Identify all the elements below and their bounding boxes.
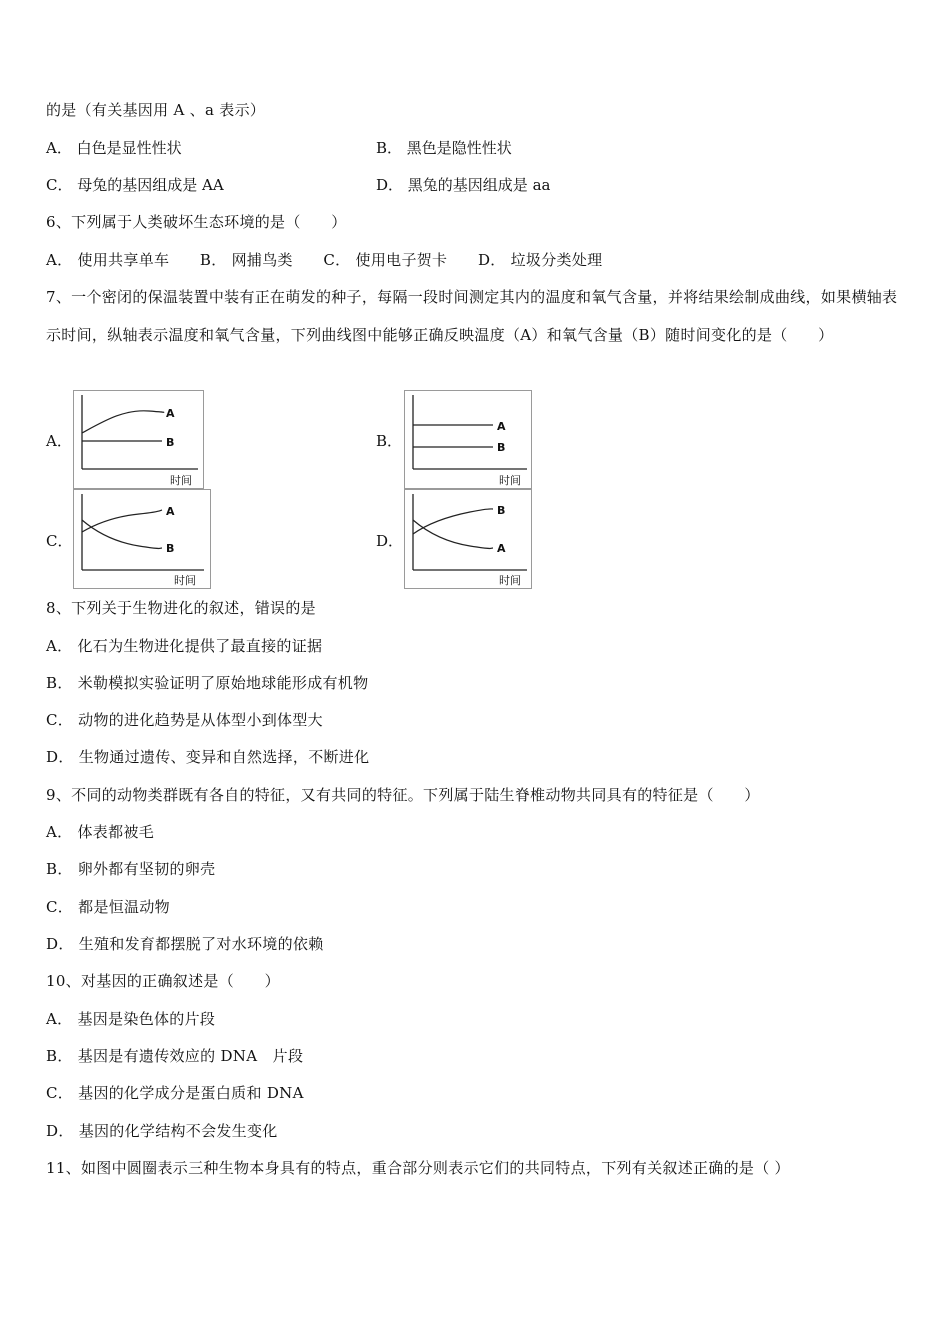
q7-option-d-label: D． <box>376 532 404 550</box>
q5-option-d: D． 黑兔的基因组成是 aa <box>376 176 551 194</box>
curve-a-falling <box>413 520 493 549</box>
q7-graph-a <box>73 390 204 489</box>
q8-option-a: A． 化石为生物进化提供了最直接的证据 <box>46 637 323 655</box>
q7-graph-b <box>404 390 532 489</box>
q6-options: A． 使用共享单车 B． 网捕鸟类 C． 使用电子贺卡 D． 垃圾分类处理 <box>46 251 603 269</box>
curve-b-label: B <box>166 436 175 449</box>
q9-option-d: D． 生殖和发育都摆脱了对水环境的依赖 <box>46 935 324 953</box>
q7-option-b-label: B． <box>376 432 403 450</box>
curve-b-label: B <box>166 542 175 555</box>
q10-option-d: D． 基因的化学结构不会发生变化 <box>46 1122 278 1140</box>
curve-b-rising <box>413 509 493 534</box>
curve-a-label: A <box>497 420 506 433</box>
q7-option-c-label: C． <box>46 532 73 550</box>
q8-option-c: C． 动物的进化趋势是从体型小到体型大 <box>46 711 323 729</box>
q9-option-c: C． 都是恒温动物 <box>46 898 170 916</box>
x-axis-label: 时间 <box>499 474 521 487</box>
q8-option-d: D． 生物通过遗传、变异和自然选择，不断进化 <box>46 748 370 766</box>
q10-option-b: B． 基因是有遗传效应的 DNA 片段 <box>46 1047 304 1065</box>
q7-graph-d <box>404 489 532 589</box>
q7-stem: 7、一个密闭的保温装置中装有正在萌发的种子，每隔一段时间测定其内的温度和氧气含量，并将结果绘制成曲线，如果横轴表示时间，纵轴表示温度和氧气含量，下列曲线图中能够正确反映温度（A）和氧气含量（B）随时间变化的是（ ） <box>46 288 898 344</box>
q10-option-a: A． 基因是染色体的片段 <box>46 1010 216 1028</box>
x-axis-label: 时间 <box>499 574 521 587</box>
q9-option-a: A． 体表都被毛 <box>46 823 155 841</box>
q5-option-c: C． 母兔的基因组成是 AA <box>46 176 224 194</box>
q10-option-c: C． 基因的化学成分是蛋白质和 DNA <box>46 1084 304 1102</box>
q5-option-b: B． 黑色是隐性性状 <box>376 139 512 157</box>
curve-b-label: B <box>497 441 506 454</box>
curve-a-label: A <box>166 407 175 420</box>
x-axis-label: 时间 <box>170 474 192 487</box>
q7-option-a-label: A． <box>46 432 72 450</box>
x-axis-label: 时间 <box>174 574 196 587</box>
q7-graph-c <box>73 489 211 589</box>
q5-stem-tail: 的是（有关基因用 A 、a 表示） <box>46 101 266 119</box>
curve-a-label: A <box>497 542 506 555</box>
q9-option-b: B． 卵外都有坚韧的卵壳 <box>46 860 216 878</box>
curve-b-falling <box>82 520 162 549</box>
curve-a-label: A <box>166 505 175 518</box>
q11-stem: 11、如图中圆圈表示三种生物本身具有的特点，重合部分则表示它们的共同特点，下列有关叙述正确的是（ ） <box>46 1159 790 1177</box>
q8-stem: 8、下列关于生物进化的叙述，错误的是 <box>46 599 316 617</box>
q5-option-a: A． 白色是显性性状 <box>46 139 182 157</box>
q6-stem: 6、下列属于人类破坏生态环境的是（ ） <box>46 213 347 231</box>
curve-b-label: B <box>497 504 506 517</box>
curve-a-rising <box>82 411 164 433</box>
q8-option-b: B． 米勒模拟实验证明了原始地球能形成有机物 <box>46 674 369 692</box>
q10-stem: 10、对基因的正确叙述是（ ） <box>46 972 280 990</box>
q9-stem: 9、不同的动物类群既有各自的特征，又有共同的特征。下列属于陆生脊椎动物共同具有的特征是（ ） <box>46 786 760 804</box>
